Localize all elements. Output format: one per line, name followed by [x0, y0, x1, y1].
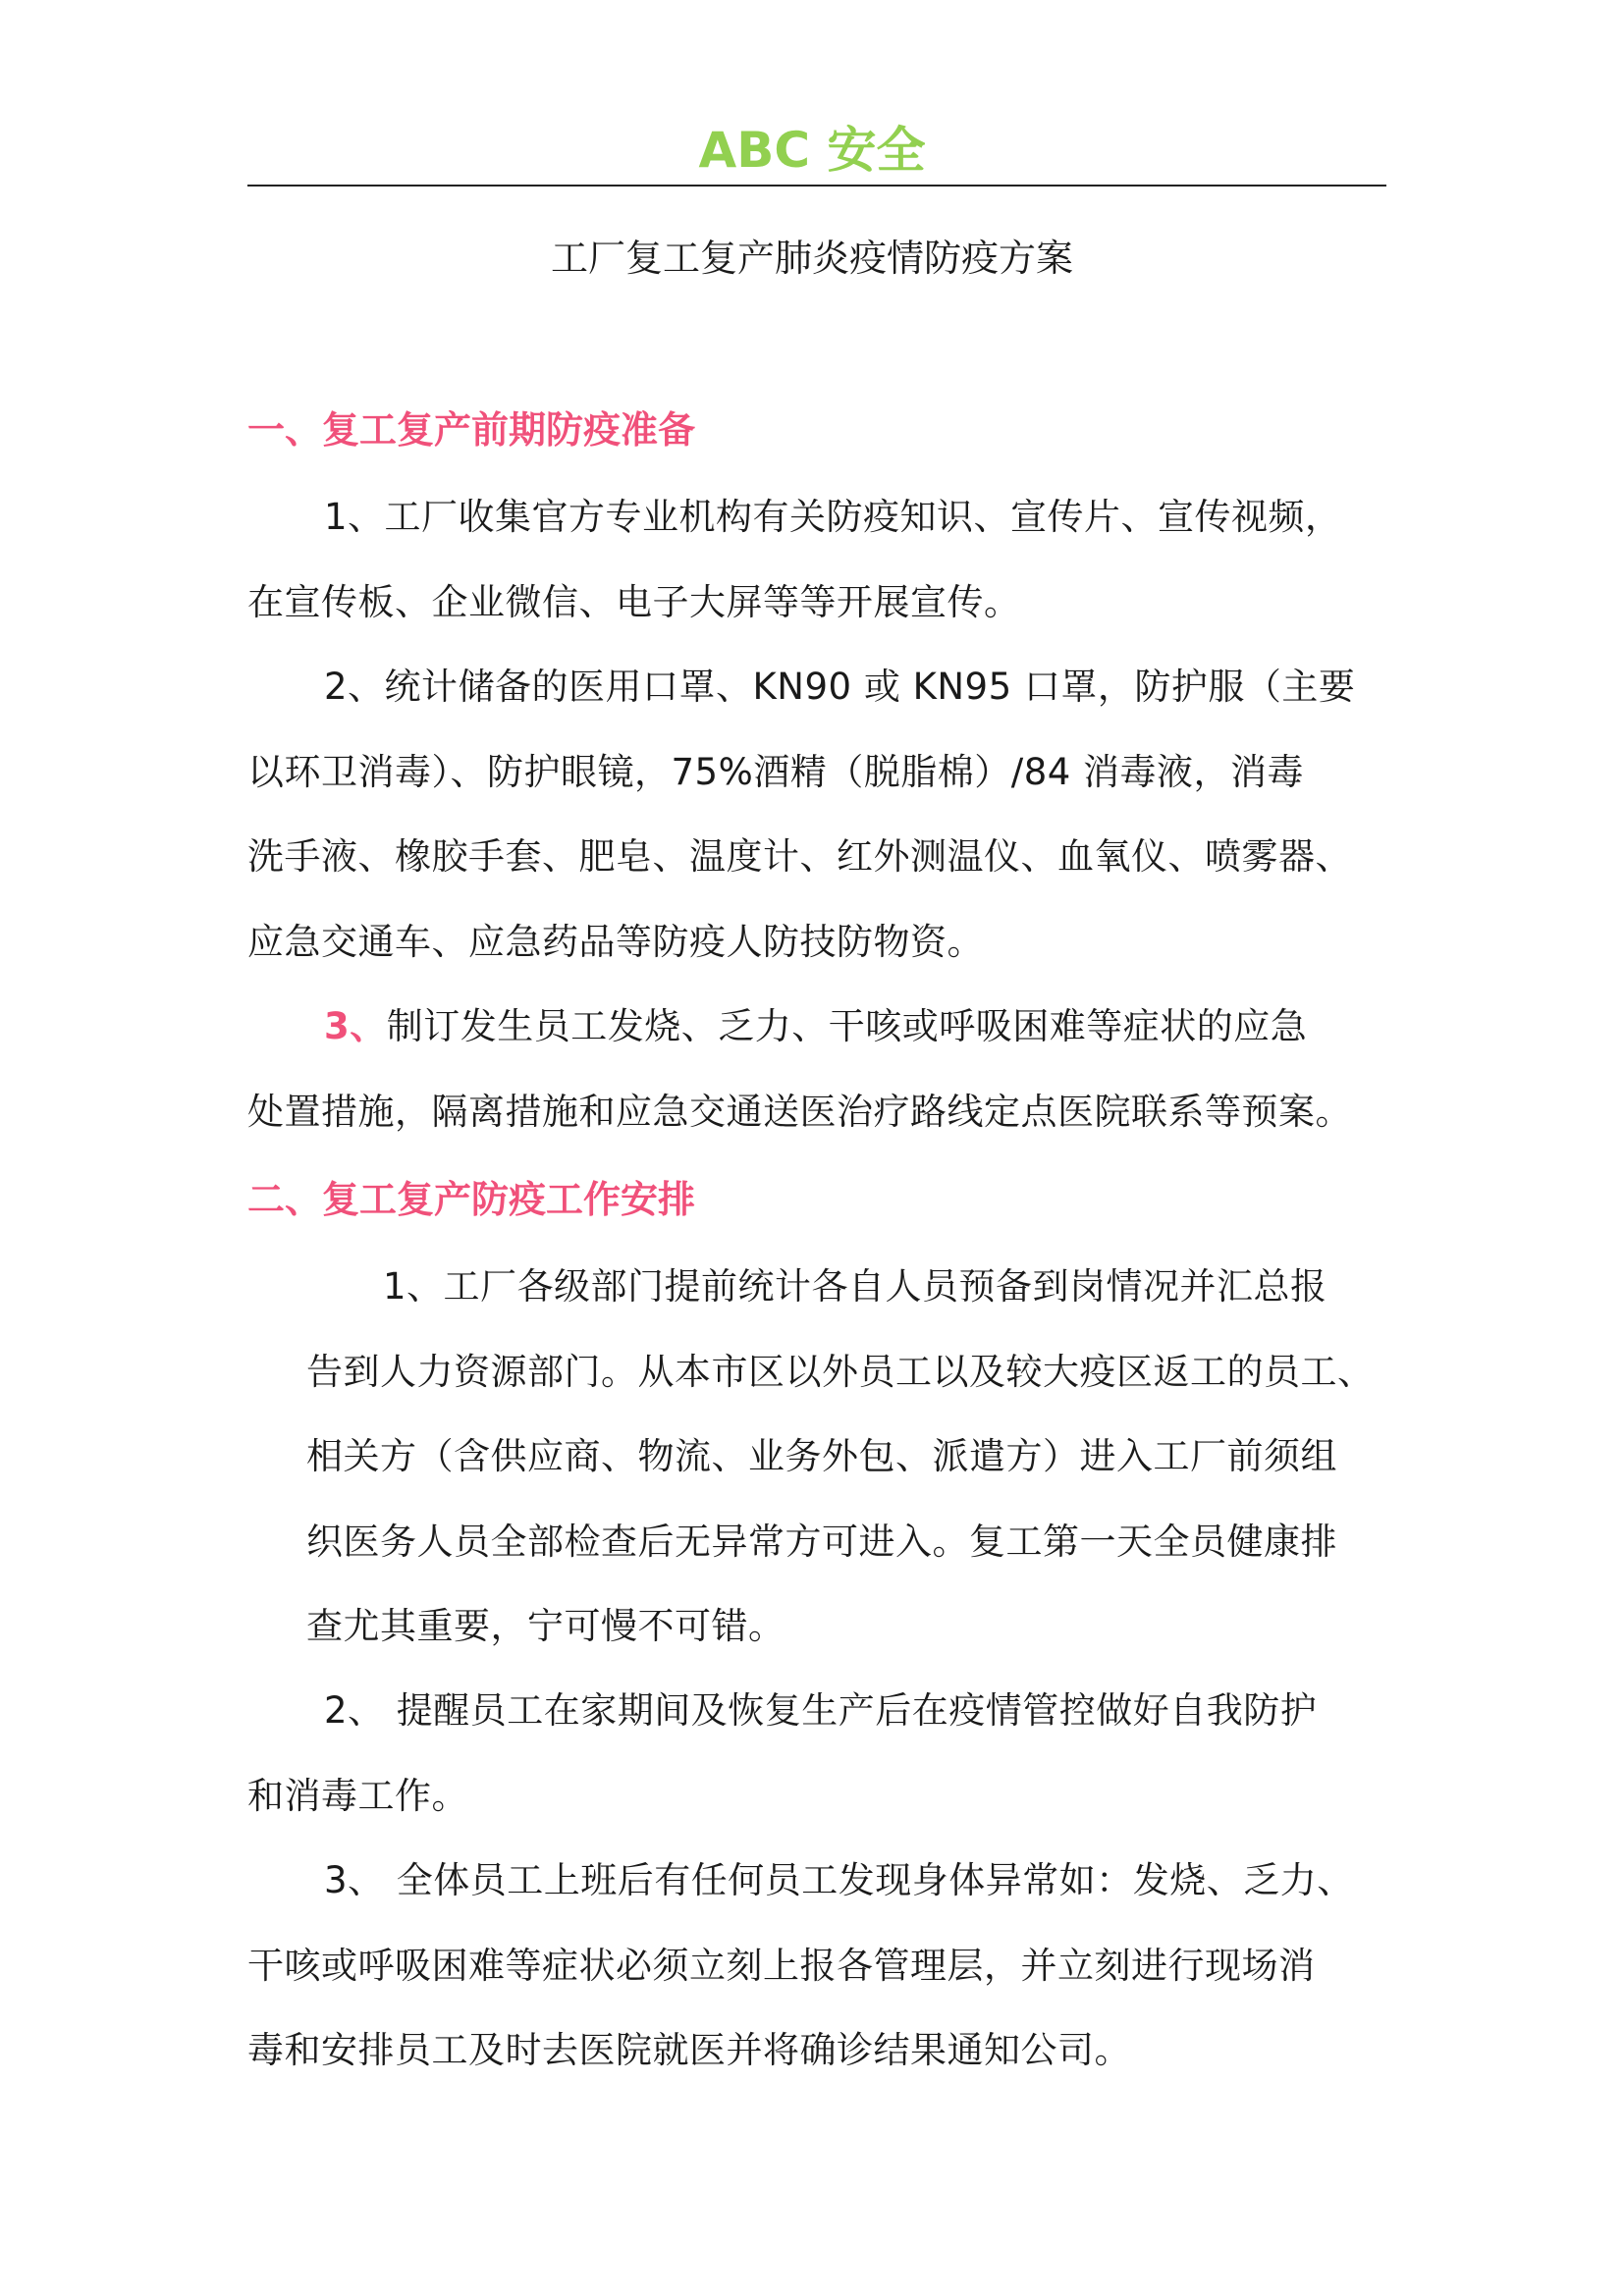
paragraph-1-2	[247, 645, 1406, 985]
paragraph-line: 1、工厂各级部门提前统计各自人员预备到岗情况并汇总报	[383, 1265, 1327, 1308]
section-heading-2: 二、复工复产防疫工作安排	[247, 1178, 696, 1221]
paragraph-1-3	[247, 985, 1406, 1154]
paragraph-1-1	[247, 475, 1406, 645]
paragraph-line: 以环卫消毒）、防护眼镜，75%酒精（脱脂棉）/84 消毒液，消毒	[247, 750, 1305, 793]
paragraph-2-1	[247, 1245, 1406, 1670]
paragraph-line: 相关方（含供应商、物流、业务外包、派遣方）进入工厂前须组	[306, 1435, 1337, 1477]
paragraph-line: 干咳或呼吸困难等症状必须立刻上报各管理层，并立刻进行现场消	[247, 1944, 1316, 1987]
section-heading-1: 一、复工复产前期防疫准备	[247, 408, 696, 452]
header-divider	[247, 185, 1386, 187]
paragraph-line: 处置措施，隔离措施和应急交通送医治疗路线定点医院联系等预案。	[247, 1090, 1352, 1133]
paragraph-line: 应急交通车、应急药品等防疫人防技防物资。	[247, 920, 984, 963]
paragraph-line: 3、 全体员工上班后有任何员工发现身体异常如：发烧、乏力、	[324, 1859, 1354, 1901]
paragraph-2-3	[247, 1839, 1406, 2094]
paragraph-line: 告到人力资源部门。从本市区以外员工以及较大疫区返工的员工、	[306, 1350, 1375, 1393]
brand-title: ABC 安全	[698, 122, 926, 179]
paragraph-line: 2、统计储备的医用口罩、KN90 或 KN95 口罩，防护服（主要	[324, 666, 1356, 708]
paragraph-line	[247, 985, 1406, 1070]
paragraph-line: 1、工厂收集官方专业机构有关防疫知识、宣传片、宣传视频，	[324, 496, 1342, 538]
paragraph-line: 和消毒工作。	[247, 1774, 468, 1817]
paragraph-line: 洗手液、橡胶手套、肥皂、温度计、红外测温仪、血氧仪、喷雾器、	[247, 835, 1352, 878]
paragraph-line: 在宣传板、企业微信、电子大屏等等开展宣传。	[247, 580, 1021, 623]
paragraph-line: 2、 提醒员工在家期间及恢复生产后在疫情管控做好自我防护	[324, 1689, 1318, 1732]
paragraph-2-2	[247, 1669, 1406, 1839]
paragraph-line: 查尤其重要，宁可慢不可错。	[306, 1605, 785, 1647]
item-number: 3、	[324, 1005, 387, 1047]
paragraph-line: 织医务人员全部检查后无异常方可进入。复工第一天全员健康排	[306, 1520, 1337, 1563]
paragraph-line: 毒和安排员工及时去医院就医并将确诊结果通知公司。	[247, 2029, 1131, 2071]
document-title: 工厂复工复产肺炎疫情防疫方案	[550, 237, 1073, 280]
paragraph-text: 制订发生员工发烧、乏力、干咳或呼吸困难等症状的应急	[386, 1005, 1308, 1047]
